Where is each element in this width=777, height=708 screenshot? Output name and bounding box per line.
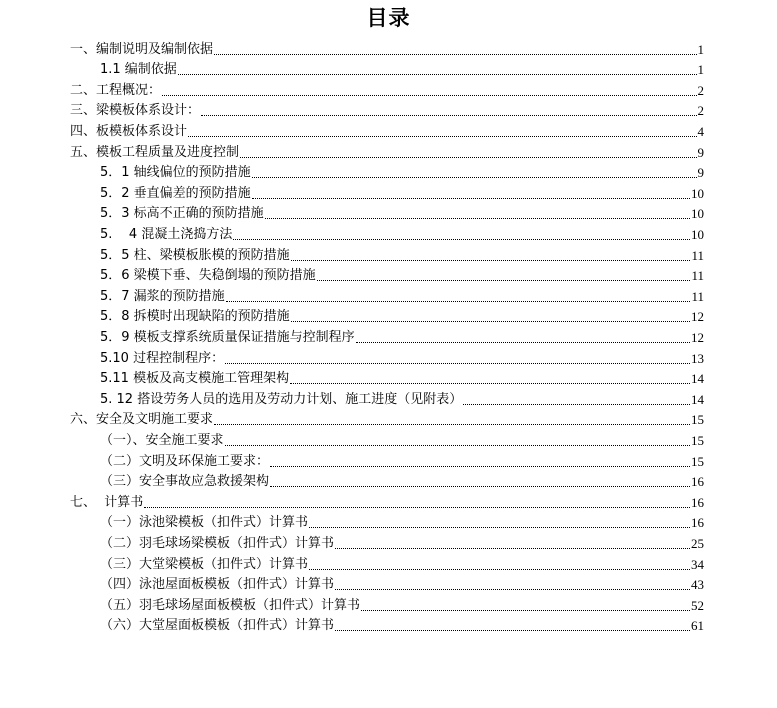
toc-leader-dots bbox=[225, 444, 690, 446]
toc-leader-dots bbox=[361, 609, 690, 611]
page-title: 目录 bbox=[366, 6, 411, 30]
toc-entry-title: （六）大堂屋面板模板（扣件式）计算书 bbox=[100, 618, 335, 634]
toc-entry[interactable] bbox=[100, 367, 704, 388]
toc-entry[interactable] bbox=[100, 325, 704, 346]
toc-entry-page-number: 11 bbox=[691, 288, 704, 304]
toc-entry[interactable] bbox=[100, 222, 704, 243]
toc-entry-page-number: 10 bbox=[691, 226, 704, 242]
toc-entry[interactable] bbox=[100, 428, 704, 449]
toc-entry-title: 5．3 标高不正确的预防措施 bbox=[100, 206, 264, 222]
toc-leader-dots bbox=[240, 156, 696, 158]
toc-entry-page-number: 11 bbox=[691, 247, 704, 263]
toc-entry[interactable] bbox=[100, 593, 704, 614]
toc-entry-title: （三）安全事故应急救援架构 bbox=[100, 474, 270, 490]
toc-entry-title: 五、模板工程质量及进度控制 bbox=[70, 144, 240, 160]
toc-entry-page-number: 14 bbox=[691, 371, 704, 387]
toc-leader-dots bbox=[252, 197, 690, 199]
toc-entry[interactable] bbox=[100, 573, 704, 594]
toc-entry-page-number: 10 bbox=[691, 206, 704, 222]
toc-entry-page-number: 15 bbox=[691, 432, 704, 448]
toc-leader-dots bbox=[335, 629, 690, 631]
toc-entry[interactable] bbox=[100, 531, 704, 552]
toc-entry-page-number: 10 bbox=[691, 185, 704, 201]
toc-entry-page-number: 61 bbox=[691, 618, 704, 634]
toc-entry-page-number: 34 bbox=[691, 556, 704, 572]
toc-leader-dots bbox=[335, 588, 690, 590]
toc-entry-page-number: 12 bbox=[691, 329, 704, 345]
toc-entry[interactable] bbox=[100, 181, 704, 202]
toc-entry[interactable] bbox=[70, 78, 704, 99]
toc-entry-title: 5. 12 搭设劳务人员的选用及劳动力计划、施工进度（见附表） bbox=[100, 391, 463, 407]
toc-entry-page-number: 9 bbox=[697, 144, 704, 160]
toc-entry-title: 六、安全及文明施工要求 bbox=[70, 412, 214, 428]
toc-entry[interactable] bbox=[100, 264, 704, 285]
toc-entry-title: 5.11 模板及高支模施工管理架构 bbox=[100, 371, 290, 387]
toc-entry-title: （一）、安全施工要求 bbox=[100, 432, 224, 448]
toc-leader-dots bbox=[309, 568, 690, 570]
toc-leader-dots bbox=[291, 320, 690, 322]
toc-entry[interactable] bbox=[100, 449, 704, 470]
toc-entry-page-number: 25 bbox=[691, 535, 704, 551]
toc-entry-page-number: 16 bbox=[691, 494, 704, 510]
toc-leader-dots bbox=[290, 382, 690, 384]
toc-leader-dots bbox=[463, 403, 690, 405]
toc-entry-page-number: 15 bbox=[691, 453, 704, 469]
toc-entry-title: 5．7 漏浆的预防措施 bbox=[100, 288, 225, 304]
toc-entry-page-number: 1 bbox=[697, 41, 704, 57]
toc-entry-page-number: 12 bbox=[691, 309, 704, 325]
toc-leader-dots bbox=[309, 526, 690, 528]
toc-entry[interactable] bbox=[100, 387, 704, 408]
toc-entry-title: （四）泳池屋面板模板（扣件式）计算书 bbox=[100, 577, 335, 593]
toc-entry[interactable] bbox=[70, 37, 704, 58]
toc-entry[interactable] bbox=[70, 408, 704, 429]
toc-leader-dots bbox=[252, 176, 697, 178]
toc-entry-title: 二、工程概况： bbox=[70, 82, 162, 98]
toc-entry[interactable] bbox=[100, 305, 704, 326]
toc-leader-dots bbox=[291, 259, 691, 261]
toc-entry[interactable] bbox=[100, 161, 704, 182]
toc-leader-dots bbox=[226, 300, 691, 302]
toc-entry-page-number: 13 bbox=[691, 350, 704, 366]
toc-entry-page-number: 9 bbox=[697, 165, 704, 181]
toc-entry[interactable] bbox=[70, 99, 704, 120]
toc-entry[interactable] bbox=[70, 490, 704, 511]
toc-leader-dots bbox=[270, 465, 690, 467]
toc-entry[interactable] bbox=[100, 58, 704, 79]
toc-entry[interactable] bbox=[100, 243, 704, 264]
toc-entry-title: 5.10 过程控制程序： bbox=[100, 350, 225, 366]
toc-entry-page-number: 2 bbox=[697, 103, 704, 119]
toc-leader-dots bbox=[317, 279, 691, 281]
toc-leader-dots bbox=[270, 485, 690, 487]
toc-entry-title: （五）羽毛球场屋面板模板（扣件式）计算书 bbox=[100, 597, 361, 613]
toc-entry-page-number: 1 bbox=[697, 62, 704, 78]
toc-entry-title: 5．9 模板支撑系统质量保证措施与控制程序 bbox=[100, 329, 355, 345]
toc-entry[interactable] bbox=[70, 119, 704, 140]
toc-entry-page-number: 2 bbox=[697, 82, 704, 98]
toc-leader-dots bbox=[225, 362, 690, 364]
toc-entry[interactable] bbox=[100, 284, 704, 305]
toc-leader-dots bbox=[335, 547, 690, 549]
toc-entry-page-number: 16 bbox=[691, 515, 704, 531]
toc-leader-dots bbox=[178, 73, 697, 75]
toc-entry-title: （二）文明及环保施工要求： bbox=[100, 453, 270, 469]
toc-leader-dots bbox=[214, 53, 696, 55]
toc-entry[interactable] bbox=[100, 511, 704, 532]
toc-leader-dots bbox=[144, 506, 690, 508]
toc-entry-page-number: 15 bbox=[691, 412, 704, 428]
toc-entry-title: （三）大堂梁模板（扣件式）计算书 bbox=[100, 556, 309, 572]
toc-leader-dots bbox=[214, 423, 690, 425]
toc-entry-page-number: 16 bbox=[691, 474, 704, 490]
toc-entry-title: 5. 4 混凝土浇捣方法 bbox=[100, 226, 233, 242]
toc-leader-dots bbox=[356, 341, 690, 343]
toc-entry-page-number: 52 bbox=[691, 597, 704, 613]
toc-entry-title: 七、 计算书 bbox=[70, 494, 144, 510]
toc-entry-title: 四、板模板体系设计 bbox=[70, 123, 188, 139]
toc-entry-page-number: 4 bbox=[697, 123, 704, 139]
toc-entry-title: 5．8 拆模时出现缺陷的预防措施 bbox=[100, 309, 290, 325]
toc-entry-title: 5．2 垂直偏差的预防措施 bbox=[100, 185, 251, 201]
toc-leader-dots bbox=[265, 217, 690, 219]
toc-entry-page-number: 14 bbox=[691, 391, 704, 407]
toc-entry-title: 1.1 编制依据 bbox=[100, 62, 177, 78]
toc-entry[interactable] bbox=[100, 552, 704, 573]
toc-entry[interactable] bbox=[100, 346, 704, 367]
toc-leader-dots bbox=[201, 114, 696, 116]
toc-entry-page-number: 11 bbox=[691, 268, 704, 284]
toc-entry-title: 5．5 柱、梁模板胀模的预防措施 bbox=[100, 247, 290, 263]
toc-entry[interactable] bbox=[100, 614, 704, 635]
toc-entry-title: （二）羽毛球场梁模板（扣件式）计算书 bbox=[100, 535, 335, 551]
toc-entry[interactable] bbox=[70, 140, 704, 161]
toc-entry-title: 一、编制说明及编制依据 bbox=[70, 41, 214, 57]
toc-entry-page-number: 43 bbox=[691, 577, 704, 593]
toc-entry-title: 5．6 梁模下垂、失稳倒塌的预防措施 bbox=[100, 268, 316, 284]
toc-leader-dots bbox=[162, 94, 696, 96]
toc-leader-dots bbox=[233, 238, 690, 240]
toc-entry-title: （一）泳池梁模板（扣件式）计算书 bbox=[100, 515, 309, 531]
toc-leader-dots bbox=[188, 135, 696, 137]
toc-entry-title: 三、梁模板体系设计： bbox=[70, 103, 201, 119]
toc-entry[interactable] bbox=[100, 202, 704, 223]
toc-entry-title: 5．1 轴线偏位的预防措施 bbox=[100, 165, 251, 181]
toc-entry[interactable] bbox=[100, 470, 704, 491]
